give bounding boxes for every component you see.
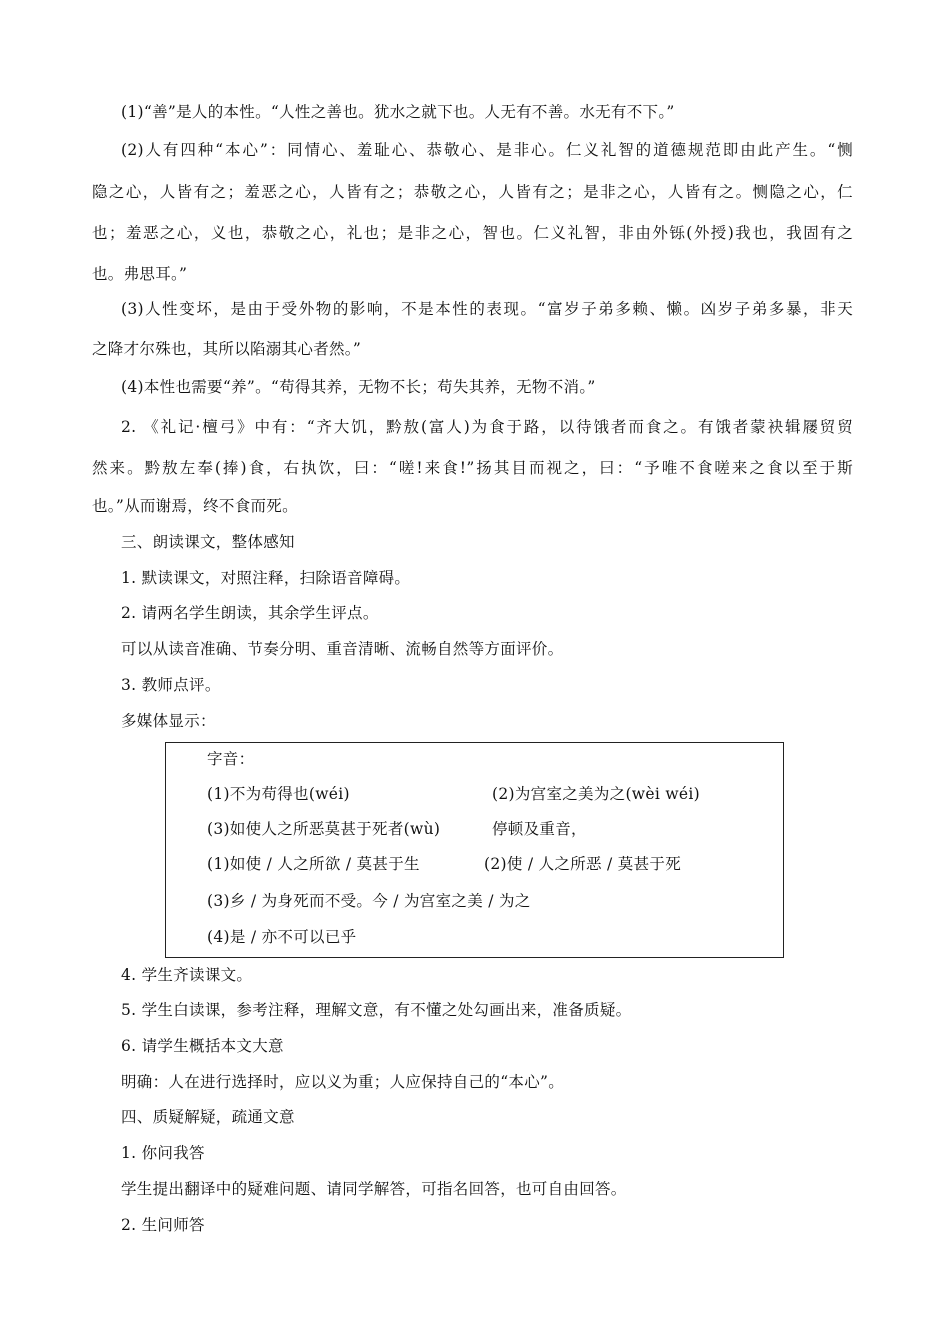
step-summarize: 6. 请学生概括本文大意: [121, 1037, 284, 1055]
box-pause-stress-heading: 停顿及重音，: [492, 820, 587, 838]
paragraph-four-hearts-line4: 也。弗思耳。”: [92, 265, 188, 283]
box-pause-1: (1)如使 / 人之所欲 / 莫甚于生: [207, 855, 420, 873]
box-pause-2: (2)使 / 人之所恶 / 莫甚于死: [484, 855, 682, 873]
step-two-students-read: 2. 请两名学生朗读，其余学生评点。: [121, 604, 379, 622]
box-pronunciation-2: (2)为宫室之美为之(wèi wéi): [492, 785, 700, 803]
multimedia-label: 多媒体显示：: [121, 712, 216, 730]
step-teacher-comment: 3. 教师点评。: [121, 676, 221, 694]
paragraph-nurture: (4)本性也需要“养”。“苟得其养，无物不长；苟失其养，无物不消。”: [121, 378, 596, 396]
box-pause-3: (3)乡 / 为身死而不受。今 / 为宫室之美 / 为之: [207, 892, 531, 910]
box-heading: 字音：: [207, 750, 255, 768]
step-student-asks-teacher: 2. 生问师答: [121, 1216, 205, 1234]
paragraph-liji-line2: 然来。黔敖左奉(捧)食，右执饮，曰：“嗟!来食!”扬其目而视之，曰：“予唯不食嗟来之食以至于斯: [92, 459, 853, 477]
paragraph-four-hearts-line1: (2)人有四种“本心”：同情心、羞耻心、恭敬心、是非心。仁义礼智的道德规范即由此产生。“恻: [121, 141, 853, 159]
paragraph-nature-change-line1: (3)人性变坏，是由于受外物的影响，不是本性的表现。“富岁子弟多赖、懒。凶岁子弟多暴，非天: [121, 300, 853, 318]
box-pause-4: (4)是 / 亦不可以已乎: [207, 928, 357, 946]
step-self-reading: 5. 学生白读课，参考注释，理解文意，有不懂之处勾画出来，准备质疑。: [121, 1001, 632, 1019]
step-silent-reading: 1. 默读课文，对照注释，扫除语音障碍。: [121, 569, 411, 587]
box-pronunciation-3: (3)如使人之所恶莫甚于死者(wù): [207, 820, 441, 838]
step-read-together: 4. 学生齐读课文。: [121, 966, 253, 984]
evaluation-criteria: 可以从读音准确、节奏分明、重音清晰、流畅自然等方面评价。: [121, 640, 564, 658]
paragraph-nature-change-line2: 之降才尔殊也，其所以陷溺其心者然。”: [92, 340, 362, 358]
step-ask-answer: 1. 你问我答: [121, 1144, 205, 1162]
summary-answer: 明确：人在进行选择时，应以义为重；人应保持自己的“本心”。: [121, 1073, 565, 1091]
box-pronunciation-1: (1)不为苟得也(wéi): [207, 785, 350, 803]
paragraph-four-hearts-line3: 也；羞恶之心，义也，恭敬之心，礼也；是非之心，智也。仁义礼智，非由外铄(外授)我也，我固有之: [92, 224, 853, 242]
paragraph-nature-good: (1)“善”是人的本性。“人性之善也。犹水之就下也。人无有不善。水无有不下。”: [121, 103, 675, 121]
paragraph-four-hearts-line2: 隐之心，人皆有之；羞恶之心，人皆有之；恭敬之心，人皆有之；是非之心，人皆有之。恻隐之心，仁: [92, 183, 853, 201]
section-four-title: 四、质疑解疑，疏通文意: [121, 1108, 295, 1126]
step-ask-answer-note: 学生提出翻译中的疑难问题、请同学解答，可指名回答，也可自由回答。: [121, 1180, 627, 1198]
paragraph-liji-line1: 2. 《礼记·檀弓》中有：“齐大饥，黔敖(富人)为食于路，以待饿者而食之。有饿者蒙袂辑屦贸贸: [121, 418, 853, 436]
section-three-title: 三、朗读课文，整体感知: [121, 533, 295, 551]
paragraph-liji-line3: 也。”从而谢焉，终不食而死。: [92, 497, 298, 515]
